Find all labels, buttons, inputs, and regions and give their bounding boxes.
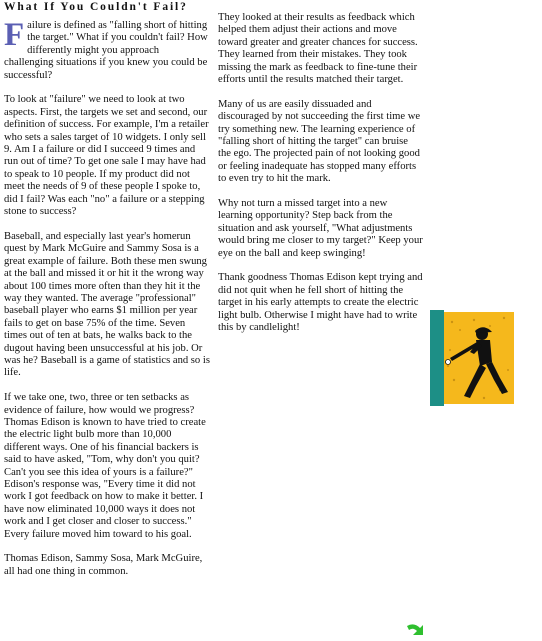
paragraph: To look at "failure" we need to look at two aspects. First, the targets we set and second, our definition of success. For example, I'm a retailer who sets a sales target of 10 widgets. I only sell 9. Am I a failure or did I succeed 9 times and run out of time? To get one sale I may have had to speak to 10 people. If my product did not meet the needs of 9 of these people I spoke to, did I fail? Was each "no" a failure or a stepping stone to success? <box>4 94 209 218</box>
paragraph: Thomas Edison, Sammy Sosa, Mark McGuire, all had one thing in common. <box>4 553 203 577</box>
paragraph: If we take one, two, three or ten setbacks as evidence of failure, how would we progress? Thomas Edison is known to have tried to create the electric light bulb more than 10,000 different ways. One of his financial backers is said to have asked, "Tom, why don't you quit? Can't you see this idea of yours is a failure?" Edison's response was, "Every time it did not work I got feedback on how to make it better. I have now eliminated 10,000 ways it does not work and I get closer and closer to success." Every failure moved him toward to his goal. <box>4 392 206 540</box>
article-title: What If You Couldn't Fail? <box>4 1 188 13</box>
text-column-right <box>218 12 423 347</box>
paragraph: Baseball, and especially last year's homerun quest by Mark McGuire and Sammy Sosa is a great example of failure. Both these men swung at the ball and missed it or hit it the wrong way about 100 times more often than they hit it the way they wanted. The average "professional" baseball player who earns $1 million per year fails to get on base 75% of the time. Seven times out of ten at bats, he walks back to the dugout having been unsuccessful at his job. Or was he? Baseball is a game of statistics and so is life. <box>4 230 210 379</box>
paragraph: Why not turn a missed target into a new learning opportunity? Step back from the situation and ask yourself, "What adjustments would bring me closer to my target?" Keep your eye on the ball and keep swinging! <box>218 198 423 259</box>
paragraph: Thank goodness Thomas Edison kept trying and did not quit when he fell short of hitting the target in his early attempts to create the electric light bulb. Otherwise I might have had to write this by candlelight! <box>218 272 423 334</box>
paragraph: They looked at their results as feedback which helped them adjust their actions and move toward greater and greater chances for success. They learned from their mistakes. They took missing the mark as feedback to fine-tune their efforts until the results matched their target. <box>218 12 418 86</box>
baseball-batter-illustration <box>430 310 514 406</box>
paragraph: Many of us are easily dissuaded and discouraged by not succeeding the first time we try something new. The learning experience of "falling short of hitting the target" can bruise the ego. The projected pain of not looking good or feeling inadequate has stopped many efforts to even try to hit the mark. <box>218 98 421 185</box>
paragraph: Failure is defined as "falling short of hitting the target." What if you couldn't fail? How differently might you approach challenging situations if you knew you could be successful? <box>4 17 208 81</box>
green-arrow-icon[interactable] <box>404 620 426 641</box>
drop-cap: F <box>4 17 25 53</box>
text-column-left <box>4 17 210 591</box>
